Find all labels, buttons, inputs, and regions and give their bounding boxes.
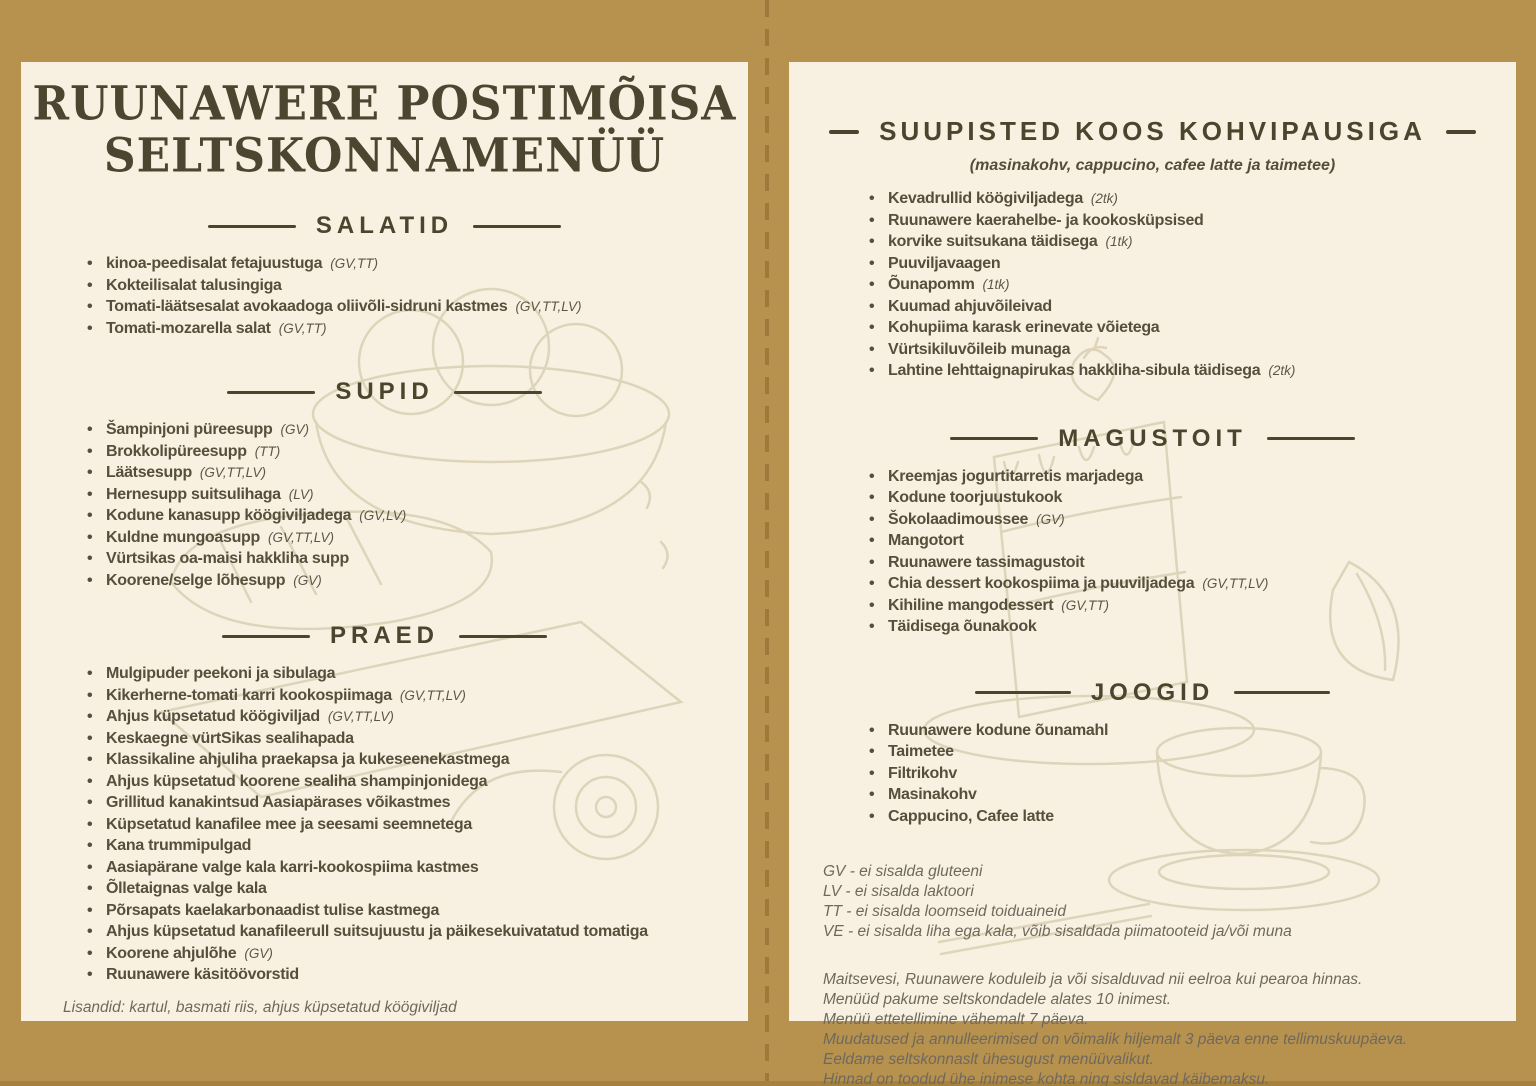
menu-item xyxy=(87,276,748,298)
praed-list xyxy=(21,664,748,987)
menu-item xyxy=(87,571,748,593)
legend-line: LV - ei sisalda laktoori xyxy=(823,883,974,900)
menu-item xyxy=(869,596,1516,618)
menu-item-text: Masinakohv xyxy=(888,786,977,803)
diet-tag: (1tk) xyxy=(982,277,1010,292)
menu-item-text: Kuldne mungoasupp xyxy=(106,528,261,546)
menu-item-text: Cappucino, Cafee latte xyxy=(888,807,1054,825)
menu-item-text: Ruunawere kaerahelbe- ja kookosküpsised xyxy=(888,211,1204,229)
legend-line: GV - ei sisalda gluteeni xyxy=(823,863,983,880)
menu-item xyxy=(87,420,748,442)
section-heading: SALATID xyxy=(315,212,454,239)
note-line: Eeldame seltskonnaslt ühesugust menüüvalikut. xyxy=(823,1051,1154,1068)
joogid-list xyxy=(789,721,1516,829)
menu-item-text: Ahjus küpsetatud köögiviljad xyxy=(106,708,320,725)
legend-line: TT - ei sisalda loomseid toiduaineid xyxy=(823,903,1066,920)
menu-item-text: Kuumad ahjuvõileivad xyxy=(888,297,1052,315)
menu-item xyxy=(87,729,748,751)
diet-tag: (2tk) xyxy=(1268,363,1296,378)
menu-item xyxy=(87,793,748,815)
menu-item-text: Põrsapats kaelakarbonaadist tulise kastmega xyxy=(106,901,440,919)
menu-item-text: Ahjus küpsetatud kanafileerull suitsujuustu ja päikesekuivatatud tomatiga xyxy=(106,923,648,940)
menu-item xyxy=(87,506,748,528)
menu-item xyxy=(87,836,748,858)
menu-item-text: Puuviljavaagen xyxy=(888,254,1001,272)
menu-item xyxy=(869,574,1516,596)
diet-tag: (1tk) xyxy=(1105,234,1133,249)
menu-item-text: Aasiapärane valge kala karri-kookospiima kastmes xyxy=(106,858,479,876)
heading-dash-right xyxy=(1446,130,1476,134)
diet-tag: (GV,TT) xyxy=(278,320,327,336)
diet-tag: (GV,TT,LV) xyxy=(399,687,466,703)
menu-item xyxy=(869,361,1516,383)
menu-item xyxy=(869,764,1516,786)
menu-item-text: Tomati-läätsesalat avokaadoga oliivõli-sidruni kastmes xyxy=(106,298,508,315)
menu-item xyxy=(87,528,748,550)
diet-tag: (GV,TT,LV) xyxy=(1202,576,1269,591)
menu-item xyxy=(869,318,1516,340)
menu-item-text: Kreemjas jogurtitarretis marjadega xyxy=(888,467,1143,485)
section-supid xyxy=(21,378,748,592)
heading-dash-left xyxy=(829,130,859,134)
menu-item xyxy=(87,549,748,571)
center-fold-dashed-line xyxy=(765,0,769,1086)
magustoit-list xyxy=(789,467,1516,639)
joogid-heading: JOOGID xyxy=(1090,678,1215,706)
heading-rule-left xyxy=(975,691,1071,694)
diet-legend xyxy=(823,862,1516,942)
heading-rule-right xyxy=(1234,691,1330,694)
menu-item xyxy=(869,742,1516,764)
menu-item-text: Õlletaignas valge kala xyxy=(106,880,267,897)
diet-tag: (TT) xyxy=(254,443,281,459)
menu-item xyxy=(869,340,1516,362)
menu-item-text: Lahtine lehttaignapirukas hakkliha-sibula täidisega xyxy=(888,362,1261,379)
menu-item-text: Filtrikohv xyxy=(888,764,958,782)
menu-item xyxy=(87,686,748,708)
section-heading: PRAED xyxy=(329,622,439,649)
menu-item-text: Vürtsikiluvõileib munaga xyxy=(888,340,1071,358)
menu-item xyxy=(869,189,1516,211)
menu-item-text: Kikerherne-tomati karri kookospiimaga xyxy=(106,686,392,704)
menu-item-text: Klassikaline ahjuliha praekapsa ja kukeseenekastmega xyxy=(106,751,510,768)
menu-item-text: Küpsetatud kanafilee mee ja seesami seemnetega xyxy=(106,815,472,833)
menu-item-text: Grillitud kanakintsud Aasiapärases võikastmes xyxy=(106,794,451,811)
menu-item-text: korvike suitsukana täidisega xyxy=(888,233,1098,250)
note-line: Maitsevesi, Ruunawere koduleib ja või sisalduvad nii eelroa kui pearoa hinnas. xyxy=(823,971,1363,988)
section-heading-row xyxy=(21,212,748,240)
diet-tag: (GV) xyxy=(293,572,322,588)
salatid-list xyxy=(21,254,748,340)
section-salatid xyxy=(21,212,748,340)
menu-title-line1: RUUNAWERE POSTIMÕISA xyxy=(32,76,737,131)
diet-tag: (GV,TT,LV) xyxy=(199,465,266,480)
menu-item xyxy=(87,772,748,794)
diet-tag: (GV) xyxy=(1036,511,1065,527)
note-line: Muudatused ja annulleerimised on võimalik hiljemalt 3 päeva enne tellimuskuupäeva. xyxy=(823,1031,1408,1048)
section-joogid xyxy=(789,679,1516,829)
menu-item xyxy=(869,785,1516,807)
menu-item-text: Kohupiima karask erinevate võietega xyxy=(888,319,1160,336)
menu-item xyxy=(869,211,1516,233)
menu-item-text: Kodune toorjuustukook xyxy=(888,489,1063,506)
heading-rule-left xyxy=(222,635,310,638)
menu-item xyxy=(87,815,748,837)
section-heading-row xyxy=(789,425,1516,453)
menu-item-text: Hernesupp suitsulihaga xyxy=(106,485,281,503)
menu-item xyxy=(869,275,1516,297)
menu-item xyxy=(87,319,748,341)
menu-item xyxy=(87,879,748,901)
right-page xyxy=(789,62,1516,1086)
menu-item-text: Õunapomm xyxy=(888,276,975,293)
menu-title xyxy=(21,78,748,182)
note-line: Menüüd pakume seltskondadele alates 10 inimest. xyxy=(823,991,1172,1008)
menu-item xyxy=(87,297,748,319)
menu-item xyxy=(87,858,748,880)
menu-item xyxy=(869,807,1516,829)
menu-item xyxy=(869,617,1516,639)
menu-item-text: Ruunawere kodune õunamahl xyxy=(888,721,1109,739)
sides-footnote: Lisandid: kartul, basmati riis, ahjus küpsetatud köögiviljad xyxy=(63,998,457,1016)
section-heading-row xyxy=(789,679,1516,707)
menu-item xyxy=(869,531,1516,553)
suupisted-heading: SUUPISTED KOOS KOHVIPAUSIGA xyxy=(879,116,1426,146)
menu-item-text: Kana trummipulgad xyxy=(106,837,252,854)
menu-item-text: Koorene/selge lõhesupp xyxy=(106,571,286,589)
menu-item xyxy=(87,442,748,464)
order-notes xyxy=(823,970,1516,1086)
diet-tag: (GV,TT,LV) xyxy=(268,529,335,545)
menu-item xyxy=(869,721,1516,743)
coffee-break-subheading: (masinakohv, cappucino, cafee latte ja taimetee) xyxy=(969,157,1336,174)
diet-tag: (2tk) xyxy=(1090,191,1118,206)
menu-item xyxy=(87,922,748,944)
legend-line: VE - ei sisalda liha ega kala, võib sisaldada piimatooteid ja/või muna xyxy=(823,923,1292,940)
menu-item-text: Läätsesupp xyxy=(106,464,192,481)
section-magustoit xyxy=(789,425,1516,639)
menu-item xyxy=(87,485,748,507)
section-heading: SUPID xyxy=(335,378,434,405)
section-praed xyxy=(21,622,748,987)
menu-item xyxy=(869,488,1516,510)
menu-item-text: Chia dessert kookospiima ja puuviljadega xyxy=(888,575,1195,592)
section-heading-row xyxy=(21,378,748,406)
heading-rule-left xyxy=(227,391,315,394)
menu-item xyxy=(869,254,1516,276)
menu-item-text: Kokteilisalat talusingiga xyxy=(106,276,282,294)
menu-item xyxy=(87,901,748,923)
menu-item-text: Šokolaadimoussee xyxy=(888,510,1029,528)
diet-tag: (GV) xyxy=(280,422,309,437)
magustoit-heading: MAGUSTOIT xyxy=(1058,424,1247,452)
supid-list xyxy=(21,420,748,592)
menu-item-text: Ruunawere käsitöövorstid xyxy=(106,966,299,983)
section-heading-row xyxy=(21,622,748,650)
menu-item-text: Tomati-mozarella salat xyxy=(106,319,271,337)
menu-item-text: Täidisega õunakook xyxy=(888,618,1037,635)
menu-item xyxy=(869,510,1516,532)
menu-item xyxy=(87,944,748,966)
menu-item-text: Ahjus küpsetatud koorene sealiha shampinjonidega xyxy=(106,772,488,790)
section-heading-row xyxy=(789,116,1516,147)
menu-item xyxy=(87,750,748,772)
menu-item xyxy=(87,463,748,485)
note-line: Hinnad on toodud ühe inimese kohta ning sisldavad käibemaksu. xyxy=(823,1071,1270,1086)
menu-item-text: Kihiline mangodessert xyxy=(888,596,1054,614)
heading-rule-right xyxy=(1267,437,1355,440)
left-page xyxy=(21,62,748,1021)
menu-item xyxy=(87,965,748,987)
menu-item-text: Šampinjoni püreesupp xyxy=(106,421,273,438)
diet-tag: (GV,TT) xyxy=(330,256,378,271)
menu-item-text: Vürtsikas oa-maisi hakkliha supp xyxy=(106,550,349,567)
menu-item-text: kinoa-peedisalat fetajuustuga xyxy=(106,255,323,272)
menu-item xyxy=(87,707,748,729)
menu-item-text: Keskaegne vürtSikas sealihapada xyxy=(106,729,354,747)
heading-rule-right xyxy=(454,391,542,394)
heading-rule-left xyxy=(208,225,296,228)
menu-item-text: Mulgipuder peekoni ja sibulaga xyxy=(106,665,336,682)
diet-tag: (GV) xyxy=(244,945,273,961)
menu-item-text: Ruunawere tassimagustoit xyxy=(888,553,1085,571)
menu-title-line2: SELTSKONNAMENÜÜ xyxy=(103,128,666,183)
suupisted-list xyxy=(789,189,1516,383)
menu-item-text: Brokkolipüreesupp xyxy=(106,442,247,460)
menu-item xyxy=(869,297,1516,319)
diet-tag: (GV,TT) xyxy=(1061,597,1110,613)
diet-tag: (GV,TT,LV) xyxy=(515,299,582,314)
menu-item xyxy=(869,232,1516,254)
diet-tag: (GV,LV) xyxy=(359,508,407,523)
menu-item xyxy=(87,664,748,686)
menu-item xyxy=(869,553,1516,575)
menu-item-text: Koorene ahjulõhe xyxy=(106,944,237,962)
menu-item-text: Kodune kanasupp köögiviljadega xyxy=(106,507,352,524)
diet-tag: (GV,TT,LV) xyxy=(327,709,394,724)
heading-rule-right xyxy=(459,635,547,638)
diet-tag: (LV) xyxy=(288,486,314,502)
menu-item-text: Kevadrullid köögiviljadega xyxy=(888,190,1083,207)
menu-item-text: Mangotort xyxy=(888,532,964,549)
note-line: Menüü ettetellimine vähemalt 7 päeva. xyxy=(823,1011,1089,1028)
menu-item xyxy=(87,254,748,276)
heading-rule-right xyxy=(473,225,561,228)
heading-rule-left xyxy=(950,437,1038,440)
menu-item-text: Taimetee xyxy=(888,743,954,760)
menu-item xyxy=(869,467,1516,489)
